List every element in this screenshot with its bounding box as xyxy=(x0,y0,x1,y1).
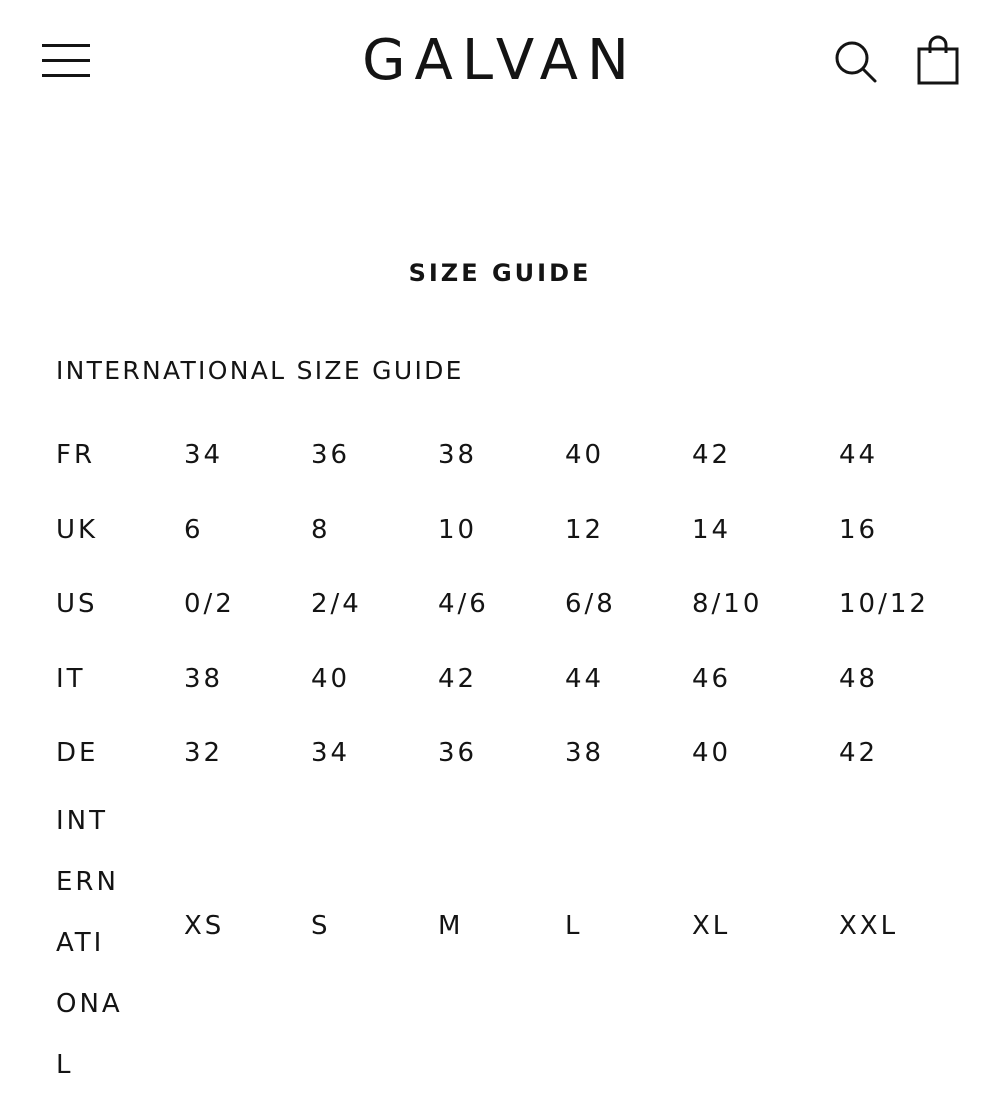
table-cell: 36 xyxy=(311,440,351,471)
table-cell xyxy=(184,791,311,1096)
shopping-bag-icon-graphic xyxy=(914,34,962,86)
table-cell: 14 xyxy=(692,514,732,545)
table-cell: 10 xyxy=(438,514,478,545)
table-cell: 8 xyxy=(311,514,331,545)
table-cell: 6 xyxy=(184,514,204,545)
hamburger-menu-icon[interactable] xyxy=(42,44,90,78)
row-label: INTERNATIONAL xyxy=(56,805,123,1080)
table-cell xyxy=(311,791,438,1096)
menu-line xyxy=(42,59,90,62)
table-cell: 42 xyxy=(839,738,879,769)
table-cell: 38 xyxy=(565,738,605,769)
table-cell-value: XXL xyxy=(839,910,899,941)
table-cell xyxy=(692,791,839,1096)
table-cell: 42 xyxy=(692,440,732,471)
table-cell xyxy=(438,791,565,1096)
table-row xyxy=(56,642,956,717)
table-cell: 34 xyxy=(184,440,224,471)
table-cell-value: XL xyxy=(692,910,731,941)
table-cell: 6/8 xyxy=(565,589,616,620)
table-row xyxy=(56,567,956,642)
search-icon[interactable] xyxy=(832,38,880,86)
table-cell: 46 xyxy=(692,663,732,694)
row-label: DE xyxy=(56,738,99,769)
page-title: SIZE GUIDE xyxy=(408,259,592,287)
section-heading: INTERNATIONAL SIZE GUIDE xyxy=(56,356,464,385)
table-cell: 38 xyxy=(438,440,478,471)
table-cell: 40 xyxy=(311,663,351,694)
row-label-cell xyxy=(56,791,184,1096)
table-row xyxy=(56,791,956,1096)
menu-line xyxy=(42,44,90,47)
site-header xyxy=(0,0,1000,122)
table-cell: 16 xyxy=(839,514,879,545)
table-cell: 10/12 xyxy=(839,589,929,620)
menu-line xyxy=(42,74,90,77)
table-cell-value: L xyxy=(565,910,583,941)
table-cell: 44 xyxy=(565,663,605,694)
brand-logo[interactable]: GALVAN xyxy=(362,28,638,93)
table-cell: 8/10 xyxy=(692,589,763,620)
table-row xyxy=(56,418,956,493)
row-label: IT xyxy=(56,663,86,694)
table-cell: 36 xyxy=(438,738,478,769)
row-label: US xyxy=(56,589,98,620)
table-cell-value: M xyxy=(438,910,464,941)
size-table xyxy=(56,418,956,1096)
table-cell xyxy=(565,791,692,1096)
table-cell: 32 xyxy=(184,738,224,769)
table-cell xyxy=(839,791,956,1096)
table-cell: 34 xyxy=(311,738,351,769)
table-cell: 0/2 xyxy=(184,589,235,620)
table-cell: 48 xyxy=(839,663,879,694)
table-cell-value: XS xyxy=(184,910,225,941)
search-icon-graphic xyxy=(832,38,880,86)
table-cell-value: S xyxy=(311,910,331,941)
shopping-bag-icon[interactable] xyxy=(914,34,962,86)
row-label: UK xyxy=(56,514,99,545)
table-cell: 38 xyxy=(184,663,224,694)
row-label: FR xyxy=(56,440,96,471)
table-cell: 4/6 xyxy=(438,589,489,620)
table-cell: 44 xyxy=(839,440,879,471)
table-cell: 40 xyxy=(565,440,605,471)
table-cell: 2/4 xyxy=(311,589,362,620)
table-cell: 42 xyxy=(438,663,478,694)
table-cell: 40 xyxy=(692,738,732,769)
table-cell: 12 xyxy=(565,514,605,545)
table-row xyxy=(56,716,956,791)
table-row xyxy=(56,493,956,568)
